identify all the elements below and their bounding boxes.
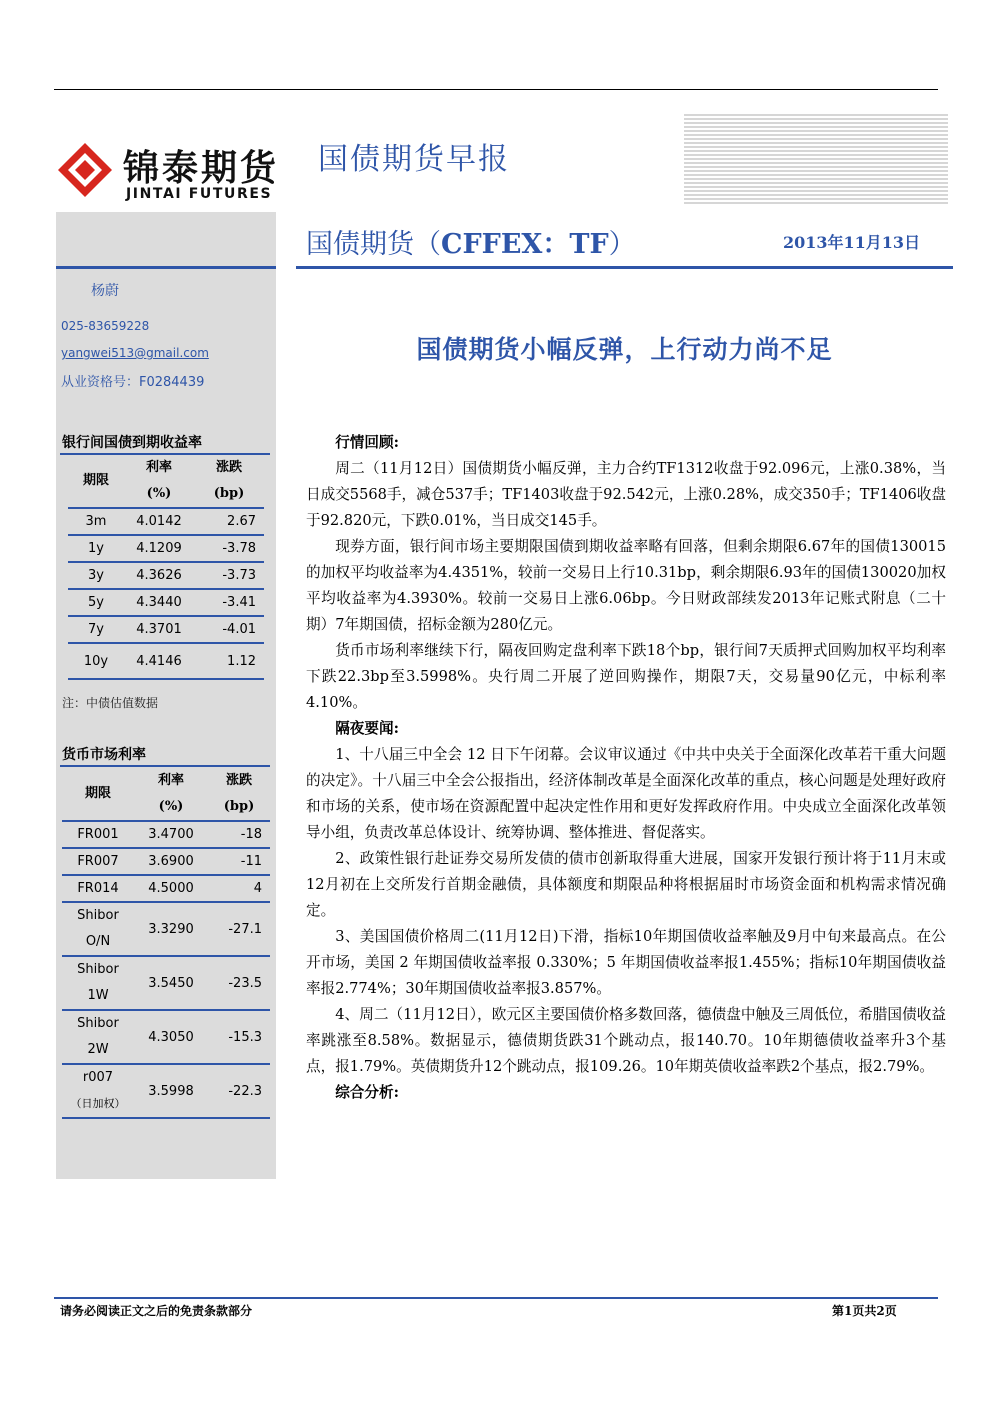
money-table-title: 货币市场利率	[62, 747, 146, 763]
header-change: 涨跌 (bp)	[223, 773, 255, 814]
paragraph: 3、美国国债价格周二(11月12日)下滑，指标10年期国债收益率触及9月中旬来最高点。在公开市场，美国 2 年期国债收益率报 0.330%；5 年期国债收益率报1.455%；指标10年期国债收益率报2.774%；30年期国债收益率报3.857%。	[306, 928, 946, 997]
money-market-table	[62, 768, 270, 1119]
paragraph: 1、十八届三中全会 12 日下午闭幕。会议审议通过《中共中央关于全面深化改革若干重大问题的决定》。十八届三中全会公报指出，经济体制改革是全面深化改革的重点，核心问题是处理好政府和市场的关系，使市场在资源配置中起决定性作用和更好发挥政府作用。中央成立全面深化改革领导小组，负责改革总体设计、统筹协调、整体推进、督促落实。	[306, 746, 946, 841]
section-heading: 综合分析:	[335, 1084, 399, 1101]
paragraph: 货币市场利率继续下行，隔夜回购定盘利率下跌18个bp，银行间7天质押式回购加权平均利率下跌22.3bp至3.5998%。央行周二开展了逆回购操作，期限7天，交易量90亿元，中标利率4.10%。	[306, 642, 946, 711]
table-row: r007 （日加权） 3.5998 -22.3	[62, 1064, 270, 1118]
header-rate: 利率 (%)	[157, 773, 184, 814]
table-row: FR014 4.5000 4	[62, 875, 270, 902]
paragraph: 2、政策性银行赴证券交易所发债的债市创新取得重大进展，国家开发银行预计将于11月末或12月初在上交所发行首期金融债，具体额度和期限品种将根据届时市场资金面和机构需求情况确定。	[306, 850, 946, 919]
paragraph: 现券方面，银行间市场主要期限国债到期收益率略有回落，但剩余期限6.67年的国债130015的加权平均收益率为4.4351%，较前一交易日上行10.31bp，剩余期限6.93年的国债130020加权平均收益率为4.3930%。较前一交易日上涨6.06bp。今日财政部续发2013年记账式附息（二十期）7年期国债，招标金额为280亿元。	[306, 538, 946, 633]
table-row: 1y 4.1209 -3.78	[68, 535, 264, 562]
author-name: 杨蔚	[91, 283, 119, 299]
sidebar-top-rule	[56, 266, 276, 269]
report-body	[306, 430, 946, 1106]
table-row: 3m 4.0142 2.67	[68, 508, 264, 535]
logo-english-name: JINTAI FUTURES	[126, 186, 273, 202]
author-email-link[interactable]: yangwei513@gmail.com	[61, 346, 209, 360]
header-term: 期限	[82, 473, 109, 488]
yield-table	[68, 455, 264, 680]
top-rule	[54, 89, 938, 90]
table-row: Shibor 2W 4.3050 -15.3	[62, 1010, 270, 1064]
money-table-title-rule	[60, 765, 270, 767]
jintai-logo-icon	[58, 143, 112, 197]
yield-table-title: 银行间国债到期收益率	[62, 435, 202, 451]
table-row: 7y 4.3701 -4.01	[68, 616, 264, 643]
header-change: 涨跌 (bp)	[213, 460, 245, 501]
footer-page-number: 第1页共2页	[832, 1304, 897, 1318]
author-phone: 025-83659228	[61, 319, 150, 333]
decorative-stripes	[684, 114, 948, 206]
header-rate: 利率 (%)	[145, 460, 172, 501]
section-heading: 行情回顾:	[335, 434, 399, 451]
table-row: 10y 4.4146 1.12	[68, 643, 264, 679]
footer-rule	[54, 1297, 938, 1299]
table-row: FR007 3.6900 -11	[62, 848, 270, 875]
money-table-header	[62, 768, 270, 821]
yield-table-note: 注：中债估值数据	[62, 696, 159, 710]
author-license: 从业资格号：F0284439	[61, 375, 205, 390]
header-rule	[296, 266, 953, 269]
footer-disclaimer: 请务必阅读正文之后的免责条款部分	[60, 1304, 253, 1318]
yield-table-header	[68, 455, 264, 508]
report-title: 国债期货早报	[318, 142, 510, 177]
header-term: 期限	[84, 786, 111, 801]
headline: 国债期货小幅反弹，上行动力尚不足	[416, 335, 833, 364]
paragraph: 周二（11月12日）国债期货小幅反弹，主力合约TF1312收盘于92.096元，上涨0.38%，当日成交5568手，减仓537手；TF1403收盘于92.542元，上涨0.28%，成交350手；TF1406收盘于92.820元，下跌0.01%，当日成交145手。	[306, 460, 946, 529]
table-row: Shibor 1W 3.5450 -23.5	[62, 956, 270, 1010]
table-row: Shibor O/N 3.3290 -27.1	[62, 902, 270, 956]
paragraph: 4、周二（11月12日），欧元区主要国债价格多数回落，德债盘中触及三周低位，希腊国债收益率跳涨至8.58%。数据显示，德债期货跌31个跳动点，报140.70。10年期德债收益率升3个基点，报1.79%。英债期货升12个跳动点，报109.26。10年期英债收益率跌2个基点，报2.79%。	[306, 1006, 946, 1075]
logo-chinese-name: 锦泰期货	[123, 148, 280, 189]
table-row: FR001 3.4700 -18	[62, 821, 270, 848]
report-date: 2013年11月13日	[783, 233, 921, 252]
category-title: 国债期货（CFFEX：TF）	[306, 229, 636, 260]
table-row: 3y 4.3626 -3.73	[68, 562, 264, 589]
table-row: 5y 4.3440 -3.41	[68, 589, 264, 616]
section-heading: 隔夜要闻:	[335, 720, 399, 737]
